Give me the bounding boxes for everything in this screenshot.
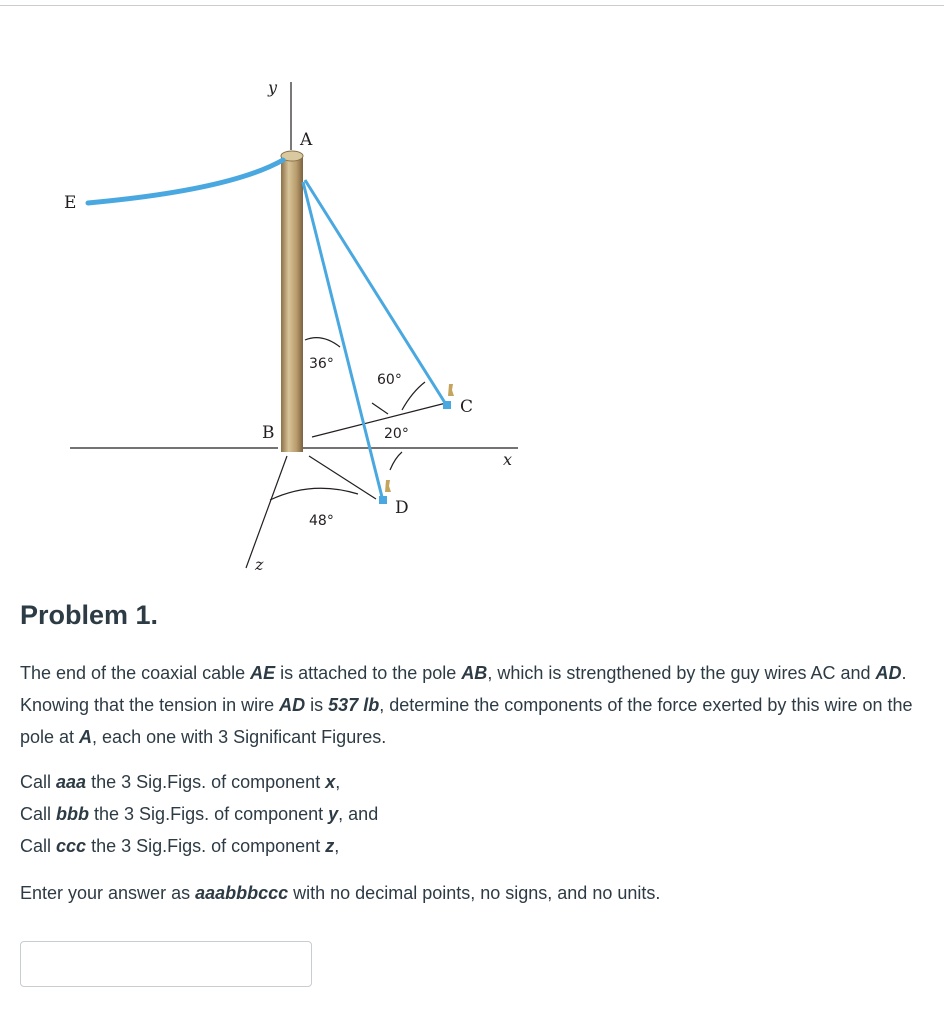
angle-36: 36° <box>309 356 334 372</box>
pole-name: AB <box>461 663 488 683</box>
label-c: C <box>460 397 474 417</box>
variable-name: aaa <box>56 772 87 792</box>
cable-ae <box>88 160 283 203</box>
arc-36 <box>305 338 340 347</box>
statement-text: , determine the components of the force exerted by this wire on the pole at <box>20 695 913 747</box>
problem-title: Problem 1. <box>20 600 159 630</box>
z-axis-line <box>246 456 287 568</box>
y-axis-label: y <box>268 78 278 97</box>
variable-definitions <box>20 766 930 862</box>
statement-text: . Knowing that the tension in wire <box>20 663 907 715</box>
call-text: Call <box>20 772 57 792</box>
cable-name: AE <box>250 663 276 683</box>
call-text: , <box>335 772 341 792</box>
ground-line-bd <box>309 456 376 499</box>
statement-text: , each one with 3 Significant Figures. <box>92 727 387 747</box>
answer-format: aaabbbccc <box>195 883 289 903</box>
arc-20 <box>390 452 402 470</box>
arc-48 <box>270 488 358 500</box>
anchor-c <box>443 401 451 409</box>
component-name: y <box>328 804 339 824</box>
statement-text: , which is strengthened by the guy wires AC and <box>487 663 876 683</box>
angle-48: 48° <box>309 513 334 529</box>
pole-ab <box>281 156 303 452</box>
arc-60 <box>402 382 425 410</box>
angle-60: 60° <box>377 372 402 388</box>
statement-text: is <box>305 695 329 715</box>
component-name: x <box>325 772 336 792</box>
arrow-60-tick <box>372 403 388 414</box>
call-text: , <box>334 836 340 856</box>
call-text: Call <box>20 804 57 824</box>
problem-statement <box>20 657 930 753</box>
x-axis-label: x <box>503 450 513 469</box>
wire-name: AD <box>279 695 306 715</box>
answer-instructions <box>20 877 930 909</box>
wire-ac <box>305 180 447 406</box>
tension-value: 537 lb <box>328 695 380 715</box>
point-name: A <box>79 727 93 747</box>
label-e: E <box>64 193 77 213</box>
statement-text: is attached to the pole <box>275 663 462 683</box>
wire-ad <box>303 182 383 501</box>
answer-input[interactable] <box>20 941 312 987</box>
z-axis-label: z <box>255 555 264 574</box>
instruction-text: Enter your answer as <box>20 883 196 903</box>
call-line <box>20 804 378 824</box>
instruction-text: with no decimal points, no signs, and no units. <box>288 883 661 903</box>
call-text: the 3 Sig.Figs. of component <box>86 836 326 856</box>
call-line <box>20 836 339 856</box>
wire-name: AD <box>875 663 902 683</box>
call-text: the 3 Sig.Figs. of component <box>86 772 326 792</box>
anchor-d <box>379 496 387 504</box>
label-d: D <box>395 498 409 518</box>
stake-c-icon <box>448 384 454 396</box>
component-name: z <box>325 836 335 856</box>
label-a: A <box>300 130 313 150</box>
call-line <box>20 772 340 792</box>
call-text: , and <box>338 804 379 824</box>
call-text: Call <box>20 836 57 856</box>
angle-20: 20° <box>384 426 409 442</box>
variable-name: bbb <box>56 804 90 824</box>
label-b: B <box>262 423 275 443</box>
variable-name: ccc <box>56 836 87 856</box>
stake-d-icon <box>385 480 391 492</box>
statement-text: The end of the coaxial cable <box>20 663 251 683</box>
call-text: the 3 Sig.Figs. of component <box>89 804 329 824</box>
